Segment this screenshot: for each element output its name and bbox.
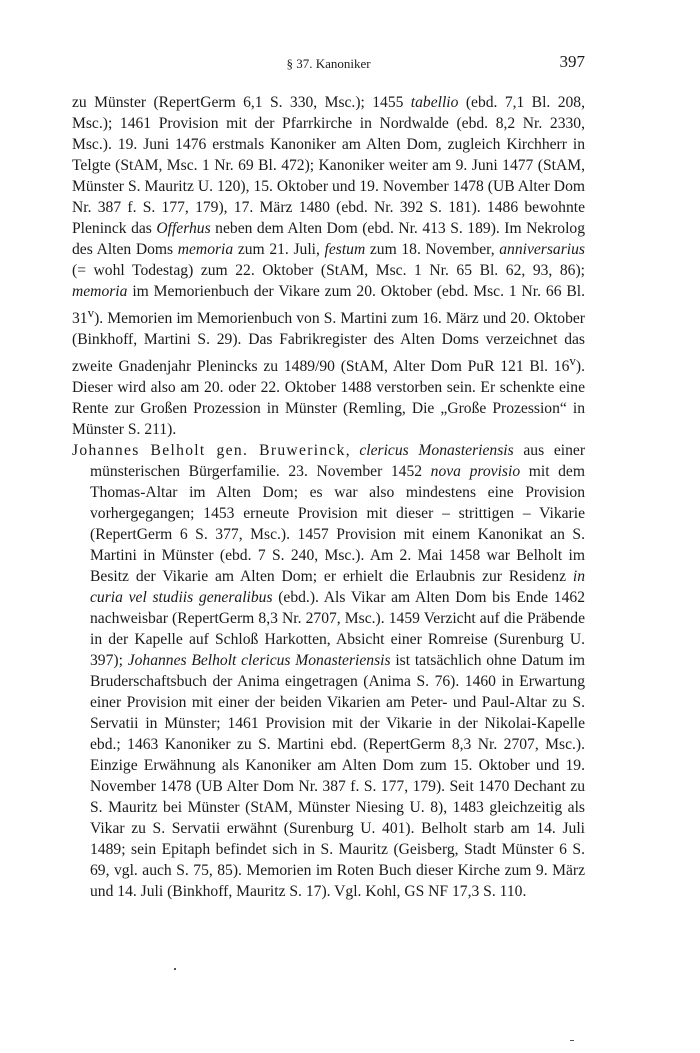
entry-pleninck-continuation	[72, 92, 585, 440]
latin-term: festum	[324, 241, 366, 258]
entry-name: Johannes Belholt gen. Bruwerinck	[72, 442, 346, 460]
text-run: im Memorienbuch der Vikare zum 20. Oktober (ebd. Msc. 1 Nr. 66 Bl. 31	[72, 283, 585, 328]
text-run: zum 18. November,	[365, 241, 500, 258]
latin-term: Offerhus	[156, 220, 211, 237]
text-run: ,	[345, 442, 360, 460]
latin-term: memoria	[177, 241, 234, 258]
text-run: (ebd. 7,1 Bl. 208, Msc.); 1461 Provision mit der Pfarrkirche in Nordwalde (ebd. 8,2 Nr. 2330, Msc.). 19. Juni 1476 erstmals Kanoniker am Alten Dom, zugleich Kirchherr in Telgte (StAM, Msc. 1 Nr. 69 Bl. 472); Kanoniker weiter am 9. Juni 1477 (StAM, Münster S. Mauritz U. 120), 15. Oktober und 19. November 1478 (UB Alter Dom Nr. 387 f. S. 177, 179), 17. März 1480 (ebd. Nr. 392 S. 181). 1486 bewohnte Pleninck das	[72, 94, 585, 237]
text-run: (ebd.). Als Vikar am Alten Dom bis Ende 1462 nachweisbar (RepertGerm 8,3 Nr. 2707, Msc.). 1459 Verzicht auf die Präbende in der Kapelle auf Schloß Harkotten, Absicht einer Romreise (Surenburg U. 397);	[90, 589, 585, 670]
text-run: zum 21. Juli,	[233, 241, 325, 258]
text-run: neben dem Alten Dom (ebd. Nr. 413 S. 189). Im Nekrolog des Alten Doms	[72, 220, 586, 258]
latin-term: clericus Monasteriensis	[359, 442, 514, 460]
latin-term: Johannes Belholt clericus Monasteriensis	[127, 652, 391, 670]
page-header	[72, 52, 585, 76]
text-run: mit dem Thomas-Altar im Alten Dom; es war also mindestens eine Provision vorhergegangen; 1453 erneute Provision mit dieser – strittigen – Vikarie (RepertGerm 6 S. 377, Msc.). 1457 Provision mit einem Kanonikat an S. Martini in Münster (ebd. 7 S. 240, Msc.). Am 2. Mai 1458 war Belholt im Besitz der Vikarie am Alten Dom; er erhielt die Erlaubnis zur Residenz	[90, 463, 585, 586]
text-run: ist tatsächlich ohne Datum im Bruderschaftsbuch der Anima eingetragen (Anima S. 76). 1460 in Erwartung einer Provision mit einer der beiden Vikarien am Peter- und Paul-Altar zu S. Servatii in Münster; 1461 Provision mit der Vikarie in der Nikolai-Kapelle ebd.; 1463 Kanoniker zu S. Martini ebd. (RepertGerm 8,3 Nr. 2707, Msc.). Einzige Erwähnung als Kanoniker am Alten Dom zum 15. Oktober und 19. November 1478 (UB Alter Dom Nr. 387 f. S. 177, 179). Seit 1470 Dechant zu S. Mauritz bei Münster (StAM, Münster Niesing U. 8), 1483 gleichzeitig als Vikar zu S. Servatii erwähnt (Surenburg U. 401). Belholt starb am 14. Juli 1489; sein Epitaph befindet sich in S. Mauritz (Geisberg, Stadt Münster 6 S. 69, vgl. auch S. 75, 85). Memorien im Roten Buch dieser Kirche zum 9. März und 14. Juli (Binkhoff, Mauritz S. 17). Vgl. Kohl, GS NF 17,3 S. 110.	[90, 652, 585, 901]
text-run: ). Dieser wird also am 20. oder 22. Oktober 1488 verstorben sein. Er schenkte eine Rente zur Großen Prozession in Münster (Remling, Die „Große Prozession“ in Münster S. 211).	[72, 358, 585, 439]
latin-term: memoria	[72, 283, 128, 300]
text-run: ). Memorien im Memorienbuch von S. Martini zum 16. März und 20. Oktober (Binkhoff, Martini S. 29). Das Fabrikregister des Alten Doms verzeichnet das zweite Gnadenjahr Plenincks zu 1489/90 (StAM, Alter Dom PuR 121 Bl. 16	[72, 310, 585, 376]
folio-verso-mark: v	[569, 353, 576, 369]
body-text	[72, 92, 585, 902]
folio-verso-mark: v	[87, 305, 95, 320]
entry-belholt	[72, 440, 586, 902]
latin-term: in curia vel studiis generalibus	[90, 568, 585, 607]
stray-mark	[570, 1040, 574, 1041]
text-run: aus einer münsterischen Bürgerfamilie. 23. November 1452	[90, 442, 586, 481]
stray-mark	[174, 968, 176, 970]
running-title: § 37. Kanoniker	[286, 56, 371, 71]
text-run: zu Münster (RepertGerm 6,1 S. 330, Msc.); 1455	[72, 94, 411, 111]
text-run: (= wohl Todestag) zum 22. Oktober (StAM, Msc. 1 Nr. 65 Bl. 62, 93, 86);	[72, 262, 585, 279]
latin-term: tabellio	[410, 94, 459, 111]
latin-term: nova provisio	[430, 463, 521, 481]
page-number: 397	[559, 52, 585, 71]
latin-term: anniversarius	[499, 241, 585, 258]
